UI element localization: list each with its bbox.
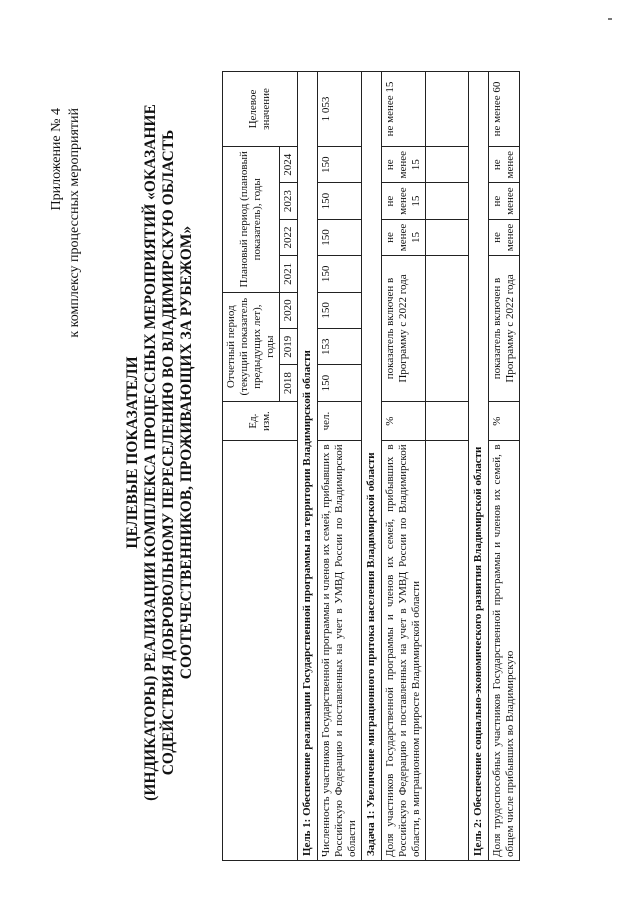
- goal-2-label: Цель 2: Обеспечение социально-экономического развития Владимирской области: [469, 72, 489, 861]
- indicator-1-2021: 150: [318, 256, 362, 292]
- indicator-1-target: 1 053: [318, 72, 362, 147]
- indicator-3-2023: не менее: [489, 183, 520, 219]
- indicator-1-2020: 150: [318, 292, 362, 328]
- indicator-3-2022: не менее: [489, 219, 520, 255]
- indicator-1-2019: 153: [318, 329, 362, 365]
- goal-2-row: [469, 72, 489, 861]
- indicator-1-2024: 150: [318, 146, 362, 182]
- year-2019: 2019: [280, 329, 298, 365]
- indicator-3-reporting-note: показатель включен в Программу с 2022 года: [489, 256, 520, 402]
- indicator-row-2: [382, 72, 426, 861]
- title-line-3: СОДЕЙСТВИЯ ДОБРОВОЛЬНОМУ ПЕРЕСЕЛЕНИЮ ВО ВЛАДИМИРСКУЮ ОБЛАСТЬ: [160, 129, 177, 776]
- appendix-number: Приложение № 4: [49, 108, 64, 211]
- title-line-2: (ИНДИКАТОРЫ) РЕАЛИЗАЦИИ КОМПЛЕКСА ПРОЦЕССНЫХ МЕРОПРИЯТИЙ «ОКАЗАНИЕ: [142, 104, 159, 801]
- document-title: [124, 40, 196, 865]
- indicator-2-2024: не менее 15: [382, 146, 426, 182]
- indicator-1-name: Численность участников Государственной программы и членов их семей, прибывших в Российскую Федерацию и поставленных на учет в УМВД России по Владимирской области: [318, 441, 362, 861]
- year-2018: 2018: [280, 365, 298, 401]
- header-planning-period: Плановый период (плановый показатель), годы: [223, 146, 280, 292]
- appendix-text: к комплексу процессных мероприятий: [67, 108, 82, 338]
- spacer-cell: [426, 441, 469, 861]
- task-1-label: Задача 1: Увеличение миграционного притока населения Владимирской области: [362, 72, 382, 861]
- indicator-2-reporting-note: показатель включен в Программу с 2022 года: [382, 256, 426, 402]
- spacer-row: [426, 72, 469, 861]
- indicator-2-target: не менее 15: [382, 72, 426, 147]
- task-1-row: [362, 72, 382, 861]
- indicator-2-name: Доля участников Государственной программы и членов их семей, прибывших в Российскую Федерацию и поставленных на учет в УМВД России по Владимирской области, в миграционном приросте Владимирской области: [382, 441, 426, 861]
- year-2024: 2024: [280, 146, 298, 182]
- indicator-2-2022: не менее 15: [382, 219, 426, 255]
- year-2021: 2021: [280, 256, 298, 292]
- year-2022: 2022: [280, 219, 298, 255]
- year-2023: 2023: [280, 183, 298, 219]
- indicator-2-unit: %: [382, 401, 426, 441]
- indicator-3-unit: %: [489, 401, 520, 441]
- indicator-row-1: [318, 72, 362, 861]
- header-row: [223, 72, 280, 861]
- goal-1-label: Цель 1: Обеспечение реализации Государственной программы на территории Владимирской области: [298, 72, 318, 861]
- indicator-1-2018: 150: [318, 365, 362, 401]
- year-2020: 2020: [280, 292, 298, 328]
- title-line-1: ЦЕЛЕВЫЕ ПОКАЗАТЕЛИ: [124, 356, 141, 549]
- indicator-3-name: Доля трудоспособных участников Государственной программы и членов их семей, в общем числе прибывших во Владимирскую: [489, 441, 520, 861]
- goal-1-row: [298, 72, 318, 861]
- indicator-3-2024: не менее: [489, 146, 520, 182]
- appendix-note: [48, 108, 84, 338]
- indicator-1-2022: 150: [318, 219, 362, 255]
- title-line-4: СООТЕЧЕСТВЕННИКОВ, ПРОЖИВАЮЩИХ ЗА РУБЕЖОМ»: [178, 225, 195, 680]
- indicator-2-2023: не менее 15: [382, 183, 426, 219]
- header-target-value: Целевое значение: [223, 72, 298, 147]
- header-reporting-period: Отчетный период (текущий показатель предыдущих лет), годы: [223, 292, 280, 401]
- indicator-1-2023: 150: [318, 183, 362, 219]
- indicator-1-unit: чел.: [318, 401, 362, 441]
- indicator-3-target: не менее 60: [489, 72, 520, 147]
- header-name-cell: [223, 441, 298, 861]
- header-unit: Ед. изм.: [223, 401, 298, 441]
- indicators-table: [222, 71, 520, 861]
- indicator-row-3: [489, 72, 520, 861]
